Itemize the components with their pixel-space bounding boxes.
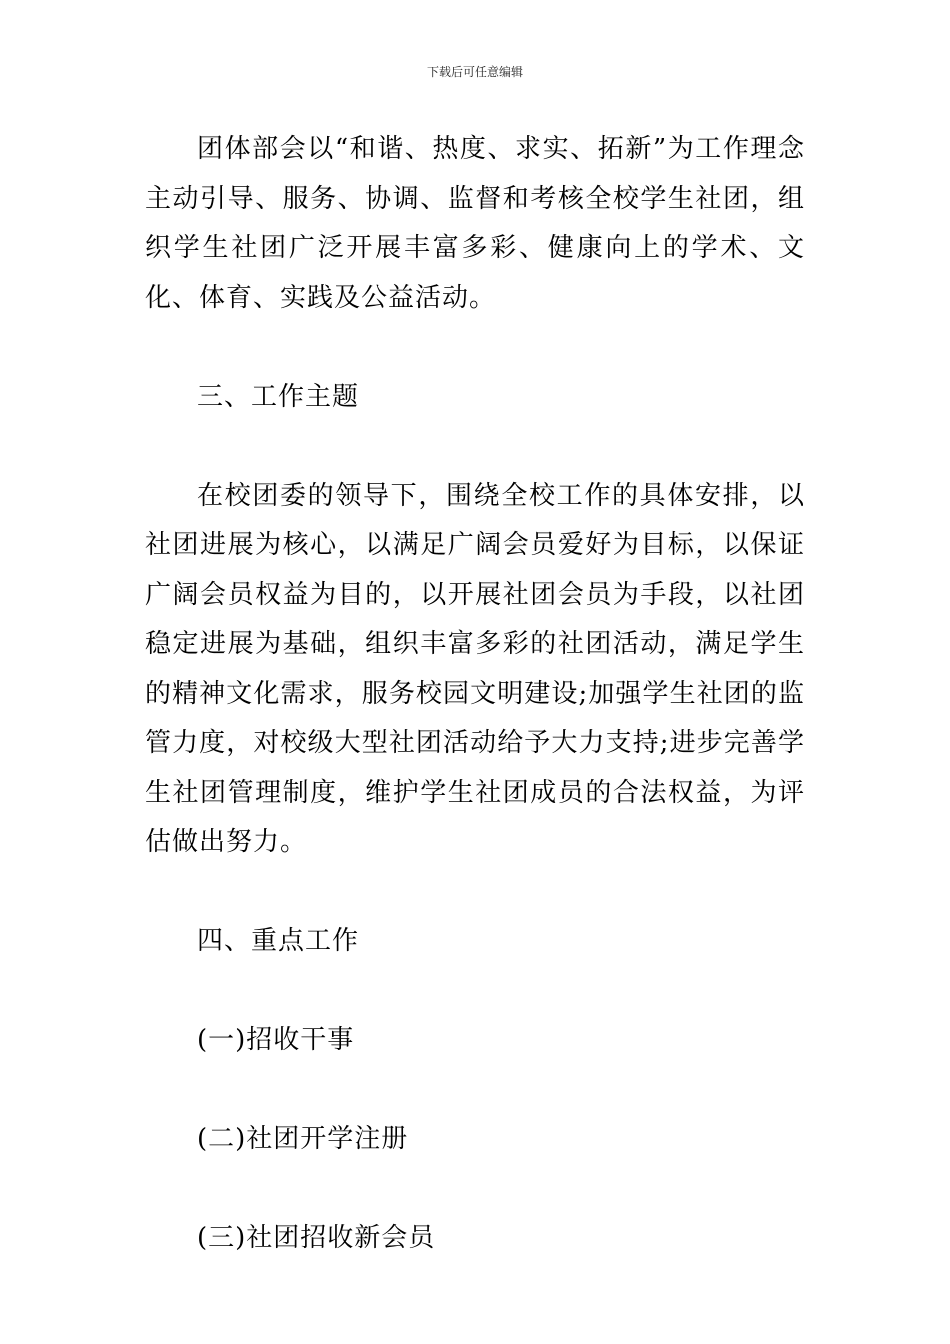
work-theme-paragraph: 在校团委的领导下，围绕全校工作的具体安排，以社团进展为核心，以满足广阔会员爱好为目标，以保证广阔会员权益为目的，以开展社团会员为手段，以社团稳定进展为基础，组织丰富多彩的社团活动，满足学生的精神文化需求，服务校园文明建设;加强学生社团的监管力度，对校级大型社团活动给予大力支持;进步完善学生社团管理制度，维护学生社团成员的合法权益，为评估做出努力。: [145, 480, 805, 857]
document-body: [145, 125, 805, 1264]
paragraph-spacer: [145, 1165, 805, 1215]
list-item-recruit-staff: (一)招收干事: [197, 1025, 355, 1055]
section-heading-work-theme: 三、工作主题: [197, 381, 360, 412]
paragraph-spacer: [145, 1066, 805, 1116]
list-item-recruit-members: (三)社团招收新会员: [197, 1223, 436, 1253]
paragraph-spacer: [145, 868, 805, 918]
paragraph-spacer: [145, 967, 805, 1017]
paragraph-spacer: [145, 323, 805, 373]
paragraph-spacer: [145, 422, 805, 472]
section-heading-key-work: 四、重点工作: [197, 926, 360, 956]
page-header: 下载后可任意编辑: [426, 65, 523, 79]
list-item-club-registration: (二)社团开学注册: [197, 1124, 409, 1154]
intro-paragraph: 团体部会以“和谐、热度、求实、拓新”为工作理念主动引导、服务、协调、监督和考核全校学生社团，组织学生社团广泛开展丰富多彩、健康向上的学术、文化、体育、实践及公益活动。: [145, 134, 805, 313]
